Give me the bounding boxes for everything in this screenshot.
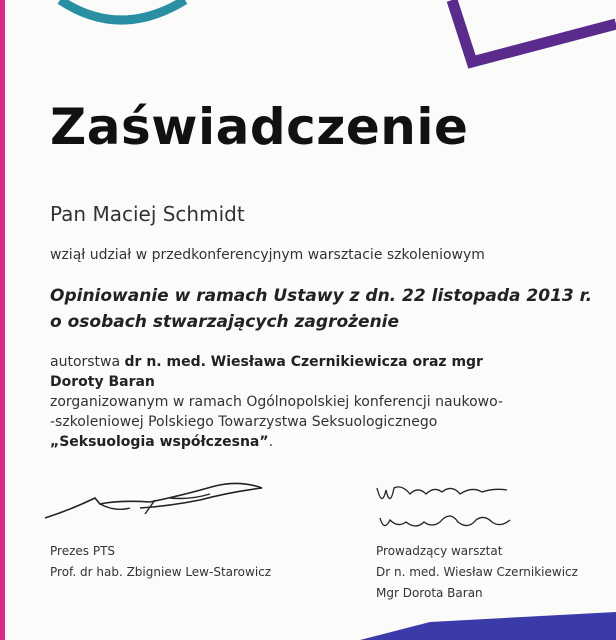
- workshop-title-line1: Opiniowanie w ramach Ustawy z dn. 22 listopada 2013 r.: [50, 286, 593, 306]
- blue-corner-shape: [360, 612, 616, 640]
- purple-frame-corner: [452, 0, 616, 62]
- right-signatory-caption: [376, 541, 578, 604]
- right-signatory-name2: Mgr Dorota Baran: [376, 586, 483, 600]
- authors: dr n. med. Wiesława Czernikiewicza oraz mgr Doroty Baran: [50, 354, 483, 390]
- workshop-title-line2: o osobach stwarzających zagrożenie: [50, 312, 400, 332]
- left-signatory-caption: [50, 541, 271, 583]
- left-signatory-name: Prof. dr hab. Zbigniew Lew-Starowicz: [50, 565, 272, 579]
- recipient-name: Pan Maciej Schmidt: [50, 202, 245, 226]
- certificate-body: [50, 352, 530, 452]
- left-signature: [40, 478, 270, 528]
- conference-name: „Seksuologia współczesna”: [50, 434, 269, 450]
- conference-suffix: .: [268, 434, 274, 450]
- left-signatory-role: Prezes PTS: [50, 544, 116, 558]
- teal-arc: [60, 0, 185, 20]
- organized-line1: zorganizowanym w ramach Ogólnopolskiej konferencji naukowo-: [50, 394, 503, 410]
- magenta-edge-stripe: [0, 0, 5, 640]
- authorship-prefix: autorstwa: [50, 354, 125, 370]
- organized-line2: -szkoleniowej Polskiego Towarzystwa Seksuologicznego: [50, 414, 438, 430]
- participation-text: wziął udział w przedkonferencyjnym warsztacie szkoleniowym: [50, 247, 485, 263]
- certificate-title: Zaświadczenie: [50, 98, 469, 156]
- right-signatures: [372, 480, 522, 540]
- right-signatory-role: Prowadzący warsztat: [376, 544, 503, 558]
- right-signatory-name1: Dr n. med. Wiesław Czernikiewicz: [376, 565, 578, 579]
